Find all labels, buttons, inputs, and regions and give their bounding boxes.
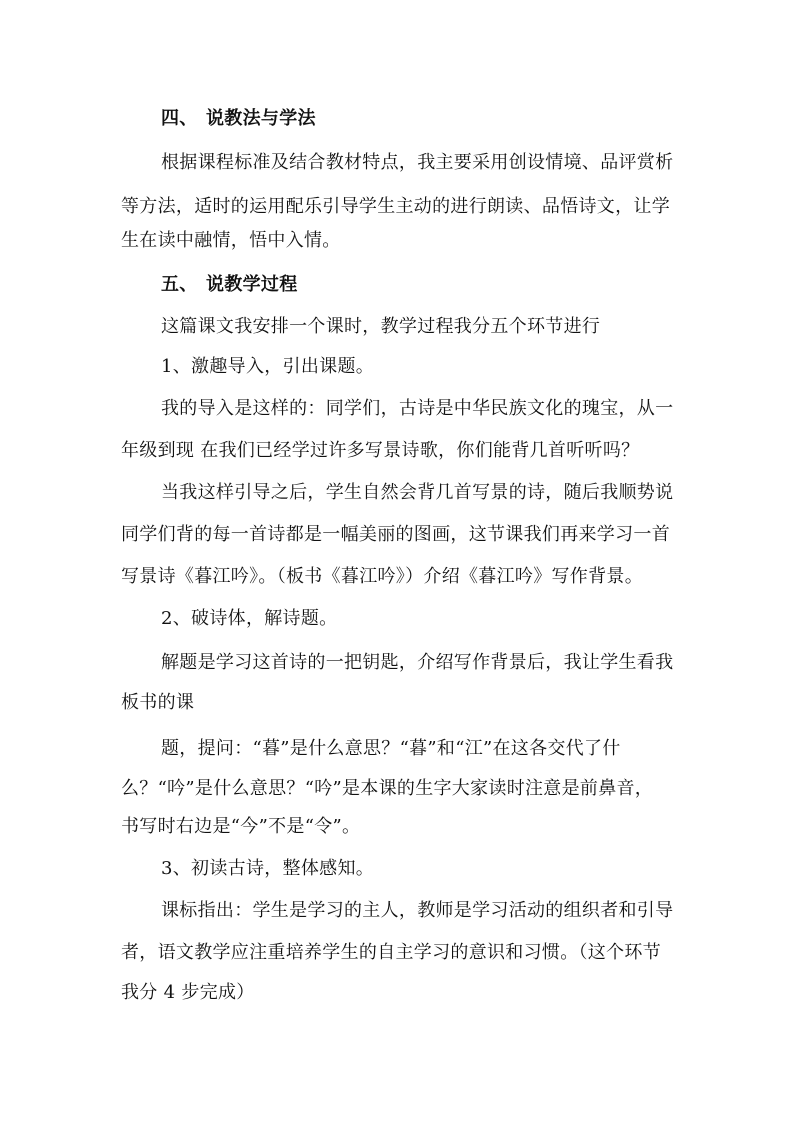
paragraph-line: 当我这样引导之后，学生自然会背几首写景的诗，随后我顺势说 bbox=[161, 482, 674, 503]
paragraph-line: 么？“吟”是什么意思？“吟”是本课的生字大家读时注意是前鼻音， bbox=[121, 778, 654, 799]
paragraph-line: 解题是学习这首诗的一把钥匙，介绍写作背景后，我让学生看我 bbox=[161, 652, 674, 673]
paragraph-line: 等方法，适时的运用配乐引导学生主动的进行朗读、品悟诗文，让学 bbox=[121, 196, 670, 217]
paragraph-line: 者，语文教学应注重培养学生的自主学习的意识和习惯。（这个环节 bbox=[121, 942, 661, 963]
paragraph-line: 根据课程标准及结合教材特点，我主要采用创设情境、品评赏析 bbox=[161, 152, 674, 173]
paragraph-line: 年级到现 在我们已经学过许多写景诗歌，你们能背几首听听吗？ bbox=[121, 440, 640, 461]
section-heading-5 bbox=[161, 274, 298, 296]
paragraph-line: 题，提问：“暮”是什么意思？“暮”和“江”在这各交代了什 bbox=[161, 738, 621, 759]
step-heading: 1、激趣导入，引出课题。 bbox=[161, 356, 375, 377]
section-title: 说教法与学法 bbox=[206, 108, 316, 129]
paragraph-line: 课标指出：学生是学习的主人，教师是学习活动的组织者和引导 bbox=[161, 900, 674, 921]
paragraph-line: 这篇课文我安排一个课时，教学过程我分五个环节进行 bbox=[161, 316, 601, 337]
paragraph-line: 同学们背的每一首诗都是一幅美丽的图画，这节课我们再来学习一首 bbox=[121, 524, 670, 545]
paragraph-line: 生在读中融情，悟中入情。 bbox=[121, 230, 341, 251]
paragraph-line: 写景诗《暮江吟》。（板书《暮江吟》）介绍《暮江吟》写作背景。 bbox=[121, 566, 643, 587]
section-number: 四、 bbox=[161, 108, 198, 129]
section-title: 说教学过程 bbox=[206, 274, 298, 295]
section-heading-4 bbox=[161, 108, 316, 130]
paragraph-line: 板书的课 bbox=[121, 692, 195, 713]
paragraph-line: 我分 4 步完成） bbox=[121, 982, 255, 1003]
section-number: 五、 bbox=[161, 274, 198, 295]
paragraph-line: 我的导入是这样的：同学们，古诗是中华民族文化的瑰宝，从一 bbox=[161, 398, 674, 419]
step-heading: 3、初读古诗，整体感知。 bbox=[161, 858, 375, 879]
step-heading: 2、破诗体，解诗题。 bbox=[161, 608, 338, 629]
paragraph-line: 书写时右边是“今”不是“令”。 bbox=[121, 816, 361, 837]
